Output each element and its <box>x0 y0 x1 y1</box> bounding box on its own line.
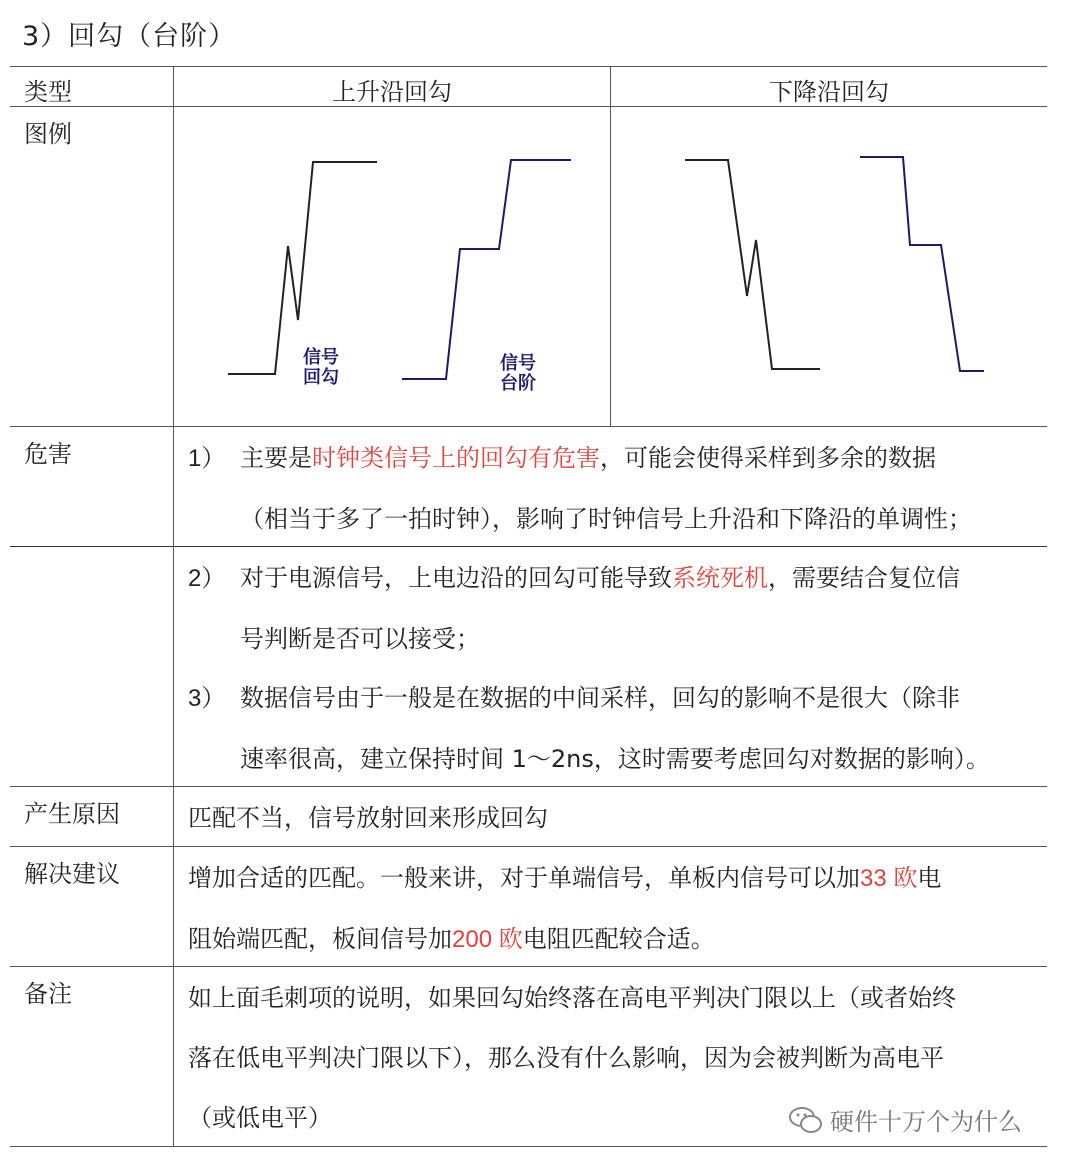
falling-glitch-waveform <box>685 160 820 369</box>
rising-glitch-caption: 信号 回勾 <box>303 347 339 388</box>
falling-step-waveform <box>860 157 984 371</box>
cause-text: 匹配不当，信号放射回来形成回勾 <box>188 804 548 832</box>
solution-text: 增加合适的匹配。一般来讲，对于单端信号，单板内信号可以加33 欧电 阻始端匹配，板间信号加200 欧电阻匹配较合适。 <box>188 864 942 953</box>
remark-text: 如上面毛刺项的说明，如果回勾始终落在高电平判决门限以上（或者始终 落在低电平判决门限以下），那么没有什么影响，因为会被判断为高电平 （或低电平） <box>188 984 956 1132</box>
rising-step-caption: 信号 台阶 <box>500 353 536 394</box>
row-label-hazard: 危害 <box>24 440 72 468</box>
hazard-item-3: 3） 数据信号由于一般是在数据的中间采样，回勾的影响不是很大（除非 速率很高，建立保持时间 1～2ns，这时需要考虑回勾对数据的影响）。 <box>188 684 990 773</box>
rising-step-waveform <box>402 160 571 379</box>
row-label-cause: 产生原因 <box>24 800 120 828</box>
header-rising-edge: 上升沿回勾 <box>332 78 452 106</box>
row-label-solution: 解决建议 <box>24 860 120 888</box>
hazard-item-2: 2） 对于电源信号，上电边沿的回勾可能导致系统死机，需要结合复位信 号判断是否可以接受； <box>188 564 960 653</box>
watermark: 硬件十万个为什么 <box>788 1102 1022 1137</box>
wechat-icon <box>788 1105 824 1135</box>
rising-glitch-waveform <box>228 162 377 374</box>
row-label-example: 图例 <box>24 120 72 148</box>
hazard-item-1: 1） 主要是时钟类信号上的回勾有危害，可能会使得采样到多余的数据 （相当于多了一拍时钟），影响了时钟信号上升沿和下降沿的单调性； <box>188 444 972 533</box>
row-label-remark: 备注 <box>24 980 72 1008</box>
section-heading: 3）回勾（台阶） <box>22 21 237 52</box>
header-type: 类型 <box>24 78 72 106</box>
header-falling-edge: 下降沿回勾 <box>769 78 889 106</box>
